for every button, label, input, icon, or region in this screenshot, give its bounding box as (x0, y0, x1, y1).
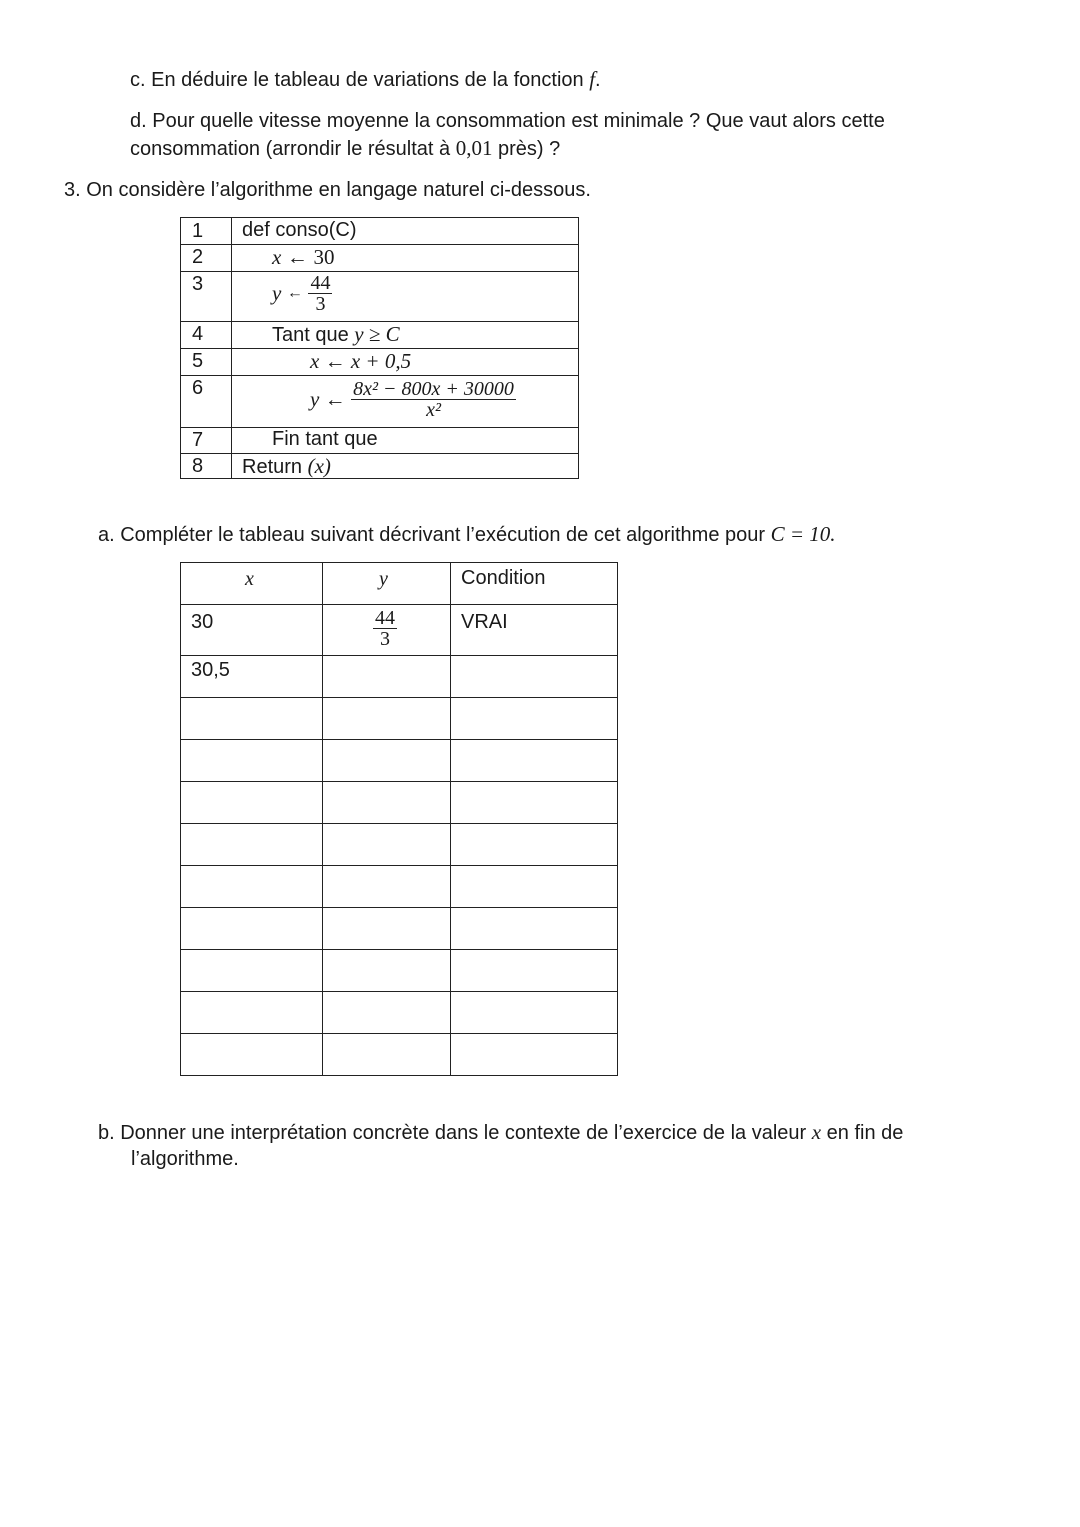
part-a (98, 521, 836, 549)
line-number: 5 (192, 350, 204, 372)
algo-row-5 (181, 348, 578, 376)
part-b-text: b. Donner une interprétation concrète dans le contexte de l’exercice de la valeur (98, 1122, 807, 1144)
line-number: 2 (192, 246, 204, 268)
question-c-text: c. En déduire le tableau de variations de la fonction (130, 69, 584, 91)
table-row (181, 782, 617, 824)
assign-arrow: ← (286, 245, 308, 269)
part-a-text: a. Compléter le tableau suivant décrivant l’exécution de cet algorithme pour (98, 524, 766, 546)
algo-row-3 (181, 271, 578, 322)
assign-arrow: ← (286, 284, 303, 302)
line-number: 6 (192, 377, 204, 399)
while-condition: y ≥ C (354, 322, 400, 346)
part-a-equation: C = 10. (770, 522, 836, 546)
table-row (181, 1034, 617, 1075)
return-arg: (x) (307, 454, 331, 478)
table-row (181, 866, 617, 908)
header-condition: Condition (461, 567, 546, 589)
table-row (181, 824, 617, 866)
return-keyword: Return (242, 456, 303, 478)
table-header-row (181, 563, 617, 605)
algo-def: def conso(C) (242, 219, 357, 241)
execution-table (180, 562, 618, 1076)
cell-x: 30 (191, 611, 214, 633)
line-number: 4 (192, 323, 204, 345)
part-b-line2: l’algorithme. (131, 1148, 239, 1170)
line-number: 7 (192, 429, 204, 451)
fraction-44-3: $\frac{44}{3}$ (310, 272, 331, 315)
algo-row-2 (181, 244, 578, 272)
question-d-text: consommation (arrondir le résultat à (130, 138, 456, 160)
cell-condition: VRAI (461, 611, 508, 633)
part-b-text-end: en fin de (826, 1122, 904, 1144)
precision-value: 0,01 (455, 136, 493, 160)
table-row (181, 605, 617, 656)
header-x: x (245, 568, 254, 590)
init-value: 30 (313, 245, 335, 269)
table-row (181, 656, 617, 698)
var-y: y (272, 281, 282, 305)
question-d-line1: d. Pour quelle vitesse moyenne la consommation est minimale ? Que vaut alors cette (130, 110, 885, 132)
line-number: 8 (192, 455, 204, 477)
question-d-line2 (130, 135, 560, 163)
table-row (181, 740, 617, 782)
cell-y-fraction: $\frac{44}{3}$ (375, 607, 395, 650)
table-row (181, 950, 617, 992)
header-y: y (379, 568, 388, 590)
cell-x: 30,5 (191, 659, 230, 681)
algo-row-7 (181, 427, 578, 454)
end-while: Fin tant que (272, 428, 378, 450)
var-y-assign: y ← (310, 387, 346, 411)
var-x: x (272, 245, 282, 269)
question-c-end: . (595, 69, 601, 91)
algo-row-1 (181, 218, 578, 245)
fraction-consumption: $\frac{\text{8x² − 800x + 30000}}{\text{x²}}$ (353, 378, 514, 421)
increment-expr: x ← x + 0,5 (310, 349, 412, 373)
algorithm-table (180, 217, 579, 479)
question-c (130, 66, 601, 94)
part-b-var-x: x (811, 1120, 822, 1144)
line-number: 1 (192, 220, 204, 242)
table-row (181, 992, 617, 1034)
algo-row-4 (181, 321, 578, 349)
question-3: 3. On considère l’algorithme en langage naturel ci-dessous. (64, 179, 591, 201)
algo-row-8 (181, 453, 578, 479)
table-row (181, 908, 617, 950)
function-f: f (589, 67, 596, 91)
table-row (181, 698, 617, 740)
algo-row-6 (181, 375, 578, 428)
while-keyword: Tant que (272, 324, 349, 346)
line-number: 3 (192, 273, 204, 295)
question-d-end: près) ? (492, 138, 561, 160)
part-b-line1 (98, 1119, 903, 1147)
